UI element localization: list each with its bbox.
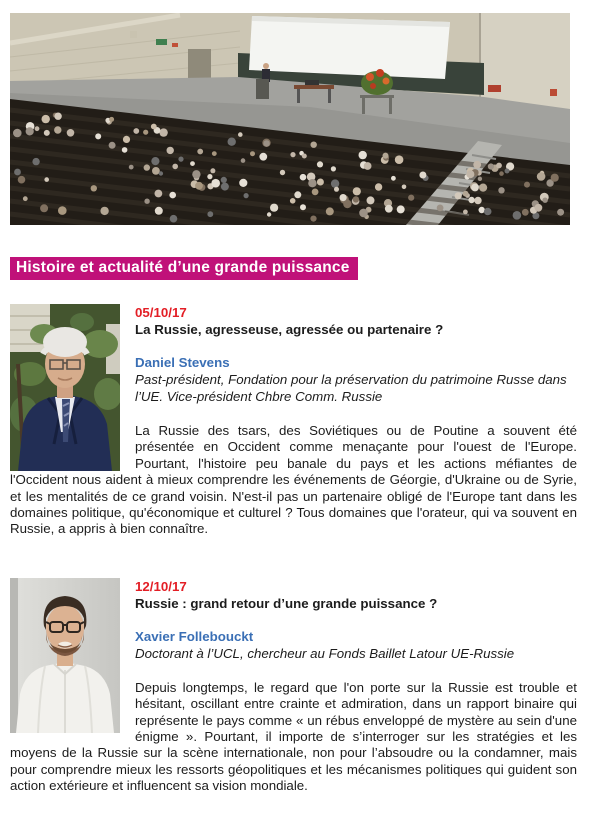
event-date: 05/10/17	[135, 305, 187, 320]
event-item-1	[10, 304, 577, 538]
speaker-affiliation: Doctorant à l’UCL, chercheur au Fonds Baillet Latour UE-Russie	[135, 645, 515, 661]
event-item-2	[10, 578, 577, 795]
event-description: Depuis longtemps, le regard que l'on porte sur la Russie est trouble et hésitant, oscillant entre crainte et admiration, dans un rapport binaire qui représente le pays comme « un rébus enveloppé de mystère au sein d'une énigme ». Pourtant, il importe de s’interroger sur les stratégies et les moyens de la Russie sur la scène internationale, non pour l’absoudre ou la condamner, mais pour comprendre mieux les ressorts géopolitiques et les mécanismes politiques qui guident son action extérieure et influencent sa vision mondiale.	[10, 679, 577, 794]
xavier-follebouckt-portrait-illustration	[10, 578, 120, 733]
speaker-name: Daniel Stevens	[135, 355, 230, 370]
event-title: La Russie, agresseuse, agressée ou partenaire ?	[135, 322, 444, 337]
event-date: 12/10/17	[135, 578, 187, 594]
speaker-name: Xavier Follebouckt	[135, 628, 254, 644]
lecture-hall-illustration	[10, 13, 570, 225]
event-description: La Russie des tsars, des Soviétiques ou de Poutine a souvent été présentée en Occident comme menaçante pour l'ouest de l'Europe. Pourtant, l'histoire peu banale du pays et les actions méfiantes de l'Occident nous aident à mieux comprendre les événements de Géorgie, d'Ukraine ou de Syrie, et les mentalités de ce grand voisin. N'est-il pas un partenaire obligé de l'Europe tant dans les domaines politique, qu'économique et culturel ? Tous domaines que l'orateur, qui va souvent en Russie, a appris à bien connaître.	[10, 423, 577, 537]
daniel-stevens-portrait-illustration	[10, 304, 120, 471]
section-banner	[10, 257, 358, 280]
section-banner-label: Histoire et actualité d’une grande puissance	[16, 259, 350, 276]
speaker-affiliation: Past-président, Fondation pour la préservation du patrimoine Russe dans l’UE. Vice-président Chbre Comm. Russie	[135, 372, 567, 404]
speaker-photo-xavier-follebouckt	[10, 578, 120, 733]
event-title: Russie : grand retour d’une grande puissance ?	[135, 595, 438, 611]
speaker-photo-daniel-stevens	[10, 304, 120, 471]
lecture-hall-photo	[10, 13, 570, 225]
